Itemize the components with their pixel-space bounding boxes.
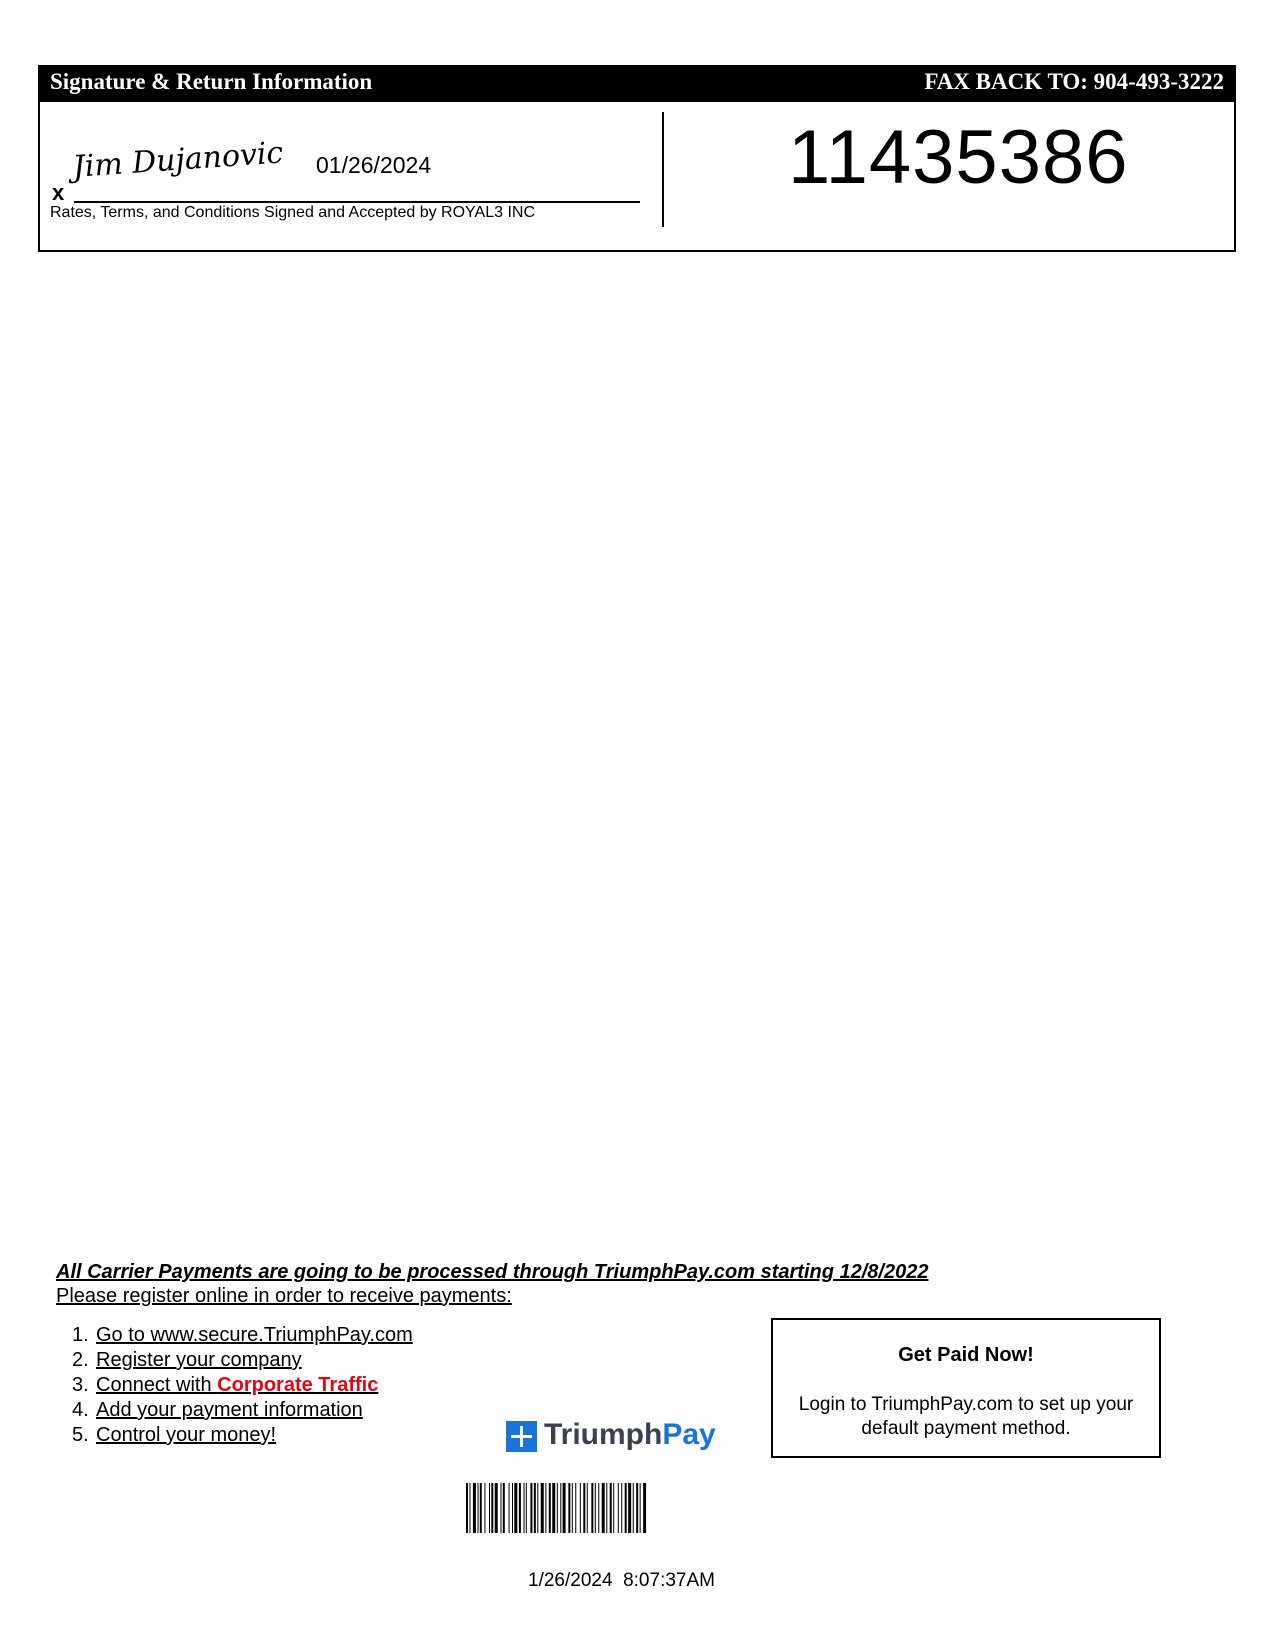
reference-number: 11435386: [788, 115, 1129, 200]
step-link-go-to-site[interactable]: Go to www.secure.TriumphPay.com: [96, 1324, 413, 1346]
barcode-bar: [509, 1483, 510, 1533]
step-item[interactable]: [72, 1323, 413, 1348]
barcode-bar: [625, 1483, 627, 1533]
triumphpay-logo-icon: [506, 1421, 537, 1452]
barcode-bar: [587, 1483, 588, 1533]
signature-date: 01/26/2024: [316, 152, 432, 178]
barcode-bar: [643, 1483, 646, 1533]
barcode-bar: [469, 1483, 470, 1533]
get-paid-body: Login to TriumphPay.com to set up your default payment method.: [798, 1394, 1134, 1439]
step-number: 1.: [72, 1324, 89, 1346]
barcode-bar: [473, 1483, 476, 1533]
signature-caption: Rates, Terms, and Conditions Signed and Accepted by ROYAL3 INC: [50, 204, 536, 221]
barcode-bar: [598, 1483, 599, 1533]
triumphpay-logo: [506, 1420, 716, 1454]
print-timestamp: 1/26/2024 8:07:37AM: [528, 1570, 715, 1591]
barcode-bar: [636, 1483, 638, 1533]
barcode-bar: [530, 1483, 532, 1533]
barcode-bar: [563, 1483, 566, 1533]
step-link-payment-info[interactable]: Add your payment information: [96, 1399, 363, 1421]
barcode-bar: [621, 1483, 622, 1533]
barcode-bar: [501, 1483, 502, 1533]
barcode-bar: [583, 1483, 585, 1533]
barcode-bar: [549, 1483, 551, 1533]
header-bar: [38, 65, 1236, 102]
barcode-bar: [541, 1483, 544, 1533]
step-item[interactable]: [72, 1373, 413, 1398]
barcode-bar: [480, 1483, 482, 1533]
barcode-bar: [526, 1483, 527, 1533]
step-number: 3.: [72, 1374, 89, 1396]
barcode-bar: [514, 1483, 517, 1533]
step-text: Connect with: [96, 1374, 218, 1396]
barcode-bar: [519, 1483, 521, 1533]
barcode-bar: [524, 1483, 525, 1533]
signature-box: [38, 102, 1236, 252]
barcode-bar: [491, 1483, 493, 1533]
barcode-bar: [633, 1483, 634, 1533]
get-paid-box: [771, 1318, 1161, 1458]
barcode-bar: [534, 1483, 536, 1533]
barcode-bar: [484, 1483, 485, 1533]
step-item[interactable]: [72, 1348, 413, 1373]
payment-headline: All Carrier Payments are going to be processed through TriumphPay.com starting 12/8/2022: [56, 1261, 929, 1283]
barcode-bar: [595, 1483, 596, 1533]
get-paid-title: Get Paid Now!: [898, 1344, 1034, 1366]
vertical-divider: [662, 112, 664, 227]
barcode-bar: [512, 1483, 513, 1533]
barcode-bar: [568, 1483, 570, 1533]
barcode-bar: [572, 1483, 573, 1533]
barcode-bar: [495, 1483, 498, 1533]
barcode-bar: [503, 1483, 505, 1533]
barcode-bar: [545, 1483, 546, 1533]
barcode-bar: [478, 1483, 479, 1533]
barcode-bar: [466, 1483, 468, 1533]
step-item[interactable]: [72, 1398, 413, 1423]
step-item[interactable]: [72, 1423, 413, 1448]
barcode-bar: [537, 1483, 538, 1533]
barcode-bar: [610, 1483, 612, 1533]
barcode-bar: [618, 1483, 619, 1533]
step-number: 4.: [72, 1399, 89, 1421]
barcode-bar: [606, 1483, 607, 1533]
barcode-bar: [575, 1483, 576, 1533]
signature-line: [74, 201, 640, 203]
fax-back-number: FAX BACK TO: 904-493-3222: [924, 69, 1224, 94]
payment-subline: Please register online in order to receive payments:: [56, 1285, 512, 1307]
registration-steps: [72, 1323, 413, 1448]
barcode-icon: [466, 1483, 796, 1533]
barcode-bar: [560, 1483, 561, 1533]
step-number: 5.: [72, 1424, 89, 1446]
barcode-bar: [557, 1483, 558, 1533]
handwritten-signature: Jim Dujanovic: [71, 135, 285, 185]
header-title: Signature & Return Information: [50, 69, 373, 94]
barcode-bar: [552, 1483, 555, 1533]
barcode-bar: [613, 1483, 614, 1533]
barcode-bar: [602, 1483, 605, 1533]
step-number: 2.: [72, 1349, 89, 1371]
corporate-traffic-highlight: Corporate Traffic: [217, 1374, 379, 1396]
signature-x-mark: x: [52, 180, 65, 205]
barcode-bar: [628, 1483, 631, 1533]
barcode-bar: [489, 1483, 490, 1533]
step-link-control-money[interactable]: Control your money!: [96, 1424, 277, 1446]
triumphpay-logo-text: TriumphPay: [544, 1418, 716, 1451]
barcode-bar: [591, 1483, 593, 1533]
step-link-connect[interactable]: [96, 1374, 378, 1396]
barcode-bar: [640, 1483, 641, 1533]
barcode-bar: [580, 1483, 581, 1533]
step-link-register[interactable]: Register your company: [96, 1349, 302, 1371]
